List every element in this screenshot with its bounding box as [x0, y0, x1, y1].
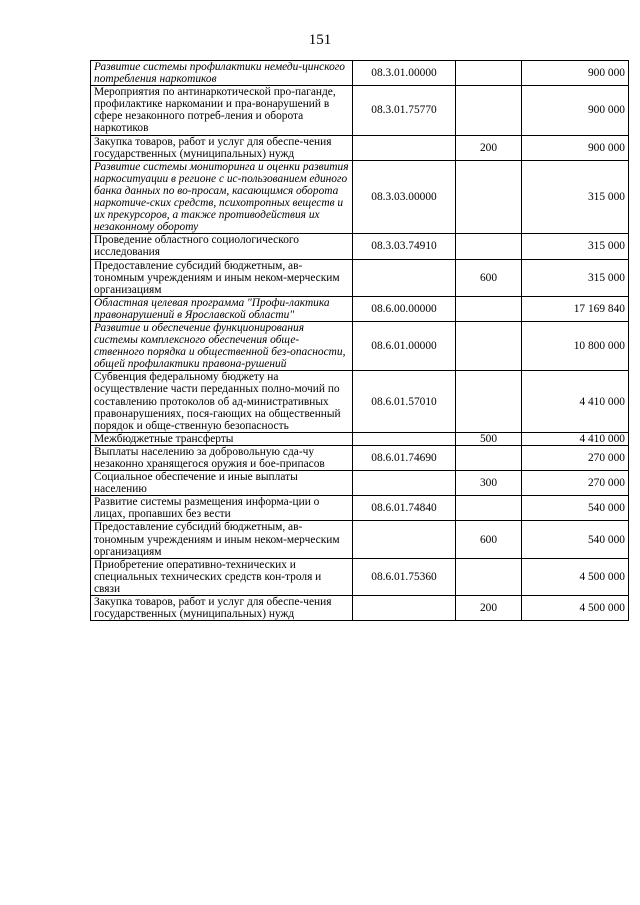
row-code-cell	[353, 596, 456, 621]
row-name-cell: Областная целевая программа "Профи-лактика правонарушений в Ярославской области"	[91, 296, 353, 321]
row-code-cell	[353, 471, 456, 496]
row-code-cell	[353, 521, 456, 558]
row-name-cell: Субвенция федеральному бюджету на осуществление части переданных полно-мочий по составлению протоколов об ад-министративных правонарушениях, пося-гающих на общественный порядок и обще-ственную безопасность	[91, 371, 353, 432]
table-row	[91, 296, 629, 321]
budget-table	[90, 60, 629, 621]
row-code-cell: 08.6.01.74690	[353, 445, 456, 470]
row-name-cell: Развитие системы профилактики немеди-цинского потребления наркотиков	[91, 61, 353, 86]
row-code-cell	[353, 259, 456, 296]
table-row	[91, 321, 629, 370]
row-name-cell: Развитие системы размещения информа-ции о лицах, пропавших без вести	[91, 496, 353, 521]
table-row	[91, 445, 629, 470]
table-row	[91, 160, 629, 234]
row-expense-type-cell	[456, 371, 522, 432]
table-row	[91, 558, 629, 595]
table-row	[91, 135, 629, 160]
row-expense-type-cell	[456, 296, 522, 321]
row-expense-type-cell	[456, 558, 522, 595]
row-sum-cell: 315 000	[522, 234, 629, 259]
table-row	[91, 61, 629, 86]
row-expense-type-cell	[456, 445, 522, 470]
row-code-cell: 08.3.01.75770	[353, 86, 456, 135]
table-row	[91, 234, 629, 259]
page-number: 151	[308, 32, 332, 48]
table-row	[91, 259, 629, 296]
row-sum-cell: 540 000	[522, 496, 629, 521]
table-row	[91, 471, 629, 496]
row-sum-cell: 10 800 000	[522, 321, 629, 370]
row-code-cell	[353, 432, 456, 445]
row-name-cell: Закупка товаров, работ и услуг для обеспе-чения государственных (муниципальных) нужд	[91, 135, 353, 160]
row-code-cell: 08.3.01.00000	[353, 61, 456, 86]
row-expense-type-cell: 600	[456, 259, 522, 296]
row-name-cell: Социальное обеспечение и иные выплаты населению	[91, 471, 353, 496]
row-expense-type-cell	[456, 321, 522, 370]
row-expense-type-cell: 200	[456, 135, 522, 160]
table-row	[91, 371, 629, 432]
row-sum-cell: 4 410 000	[522, 432, 629, 445]
row-sum-cell: 900 000	[522, 135, 629, 160]
row-expense-type-cell	[456, 234, 522, 259]
row-expense-type-cell	[456, 61, 522, 86]
row-code-cell: 08.6.01.74840	[353, 496, 456, 521]
row-sum-cell: 4 410 000	[522, 371, 629, 432]
row-sum-cell: 540 000	[522, 521, 629, 558]
row-sum-cell: 270 000	[522, 471, 629, 496]
row-expense-type-cell: 300	[456, 471, 522, 496]
row-expense-type-cell	[456, 160, 522, 234]
row-sum-cell: 4 500 000	[522, 558, 629, 595]
row-name-cell: Приобретение оперативно-технических и специальных технических средств кон-троля и связи	[91, 558, 353, 595]
row-sum-cell: 900 000	[522, 86, 629, 135]
table-row	[91, 496, 629, 521]
row-expense-type-cell: 200	[456, 596, 522, 621]
row-sum-cell: 4 500 000	[522, 596, 629, 621]
row-code-cell: 08.6.01.00000	[353, 321, 456, 370]
row-sum-cell: 900 000	[522, 61, 629, 86]
row-sum-cell: 315 000	[522, 259, 629, 296]
row-code-cell: 08.6.01.57010	[353, 371, 456, 432]
table-row	[91, 86, 629, 135]
row-name-cell: Предоставление субсидий бюджетным, ав-тономным учреждениям и иным неком-мерческим организациям	[91, 521, 353, 558]
row-code-cell	[353, 135, 456, 160]
row-name-cell: Выплаты населению за добровольную сда-чу незаконно хранящегося оружия и бое-припасов	[91, 445, 353, 470]
row-code-cell: 08.3.03.74910	[353, 234, 456, 259]
row-name-cell: Развитие и обеспечение функционирования системы комплексного обеспечения обще-ственного порядка и общественной без-опасности, общей профилактики правона-рушений	[91, 321, 353, 370]
table-row	[91, 521, 629, 558]
row-name-cell: Межбюджетные трансферты	[91, 432, 353, 445]
row-code-cell: 08.6.01.75360	[353, 558, 456, 595]
budget-table-body	[91, 61, 629, 621]
row-name-cell: Развитие системы мониторинга и оценки развития наркоситуации в регионе с ис-пользованием единого банка данных по во-просам, касающимся оборота наркотиче-ских средств, психотропных веществ и их прекурсоров, а также противодействия их незаконному обороту	[91, 160, 353, 234]
table-row	[91, 596, 629, 621]
row-sum-cell: 270 000	[522, 445, 629, 470]
row-expense-type-cell: 500	[456, 432, 522, 445]
row-name-cell: Закупка товаров, работ и услуг для обеспе-чения государственных (муниципальных) нужд	[91, 596, 353, 621]
row-code-cell: 08.3.03.00000	[353, 160, 456, 234]
row-name-cell: Предоставление субсидий бюджетным, ав-тономным учреждениям и иным неком-мерческим организациям	[91, 259, 353, 296]
row-name-cell: Мероприятия по антинаркотической про-паганде, профилактике наркомании и пра-вонарушений в сфере незаконного потреб-ления и оборота наркотиков	[91, 86, 353, 135]
row-expense-type-cell	[456, 496, 522, 521]
row-code-cell: 08.6.00.00000	[353, 296, 456, 321]
row-expense-type-cell: 600	[456, 521, 522, 558]
row-expense-type-cell	[456, 86, 522, 135]
row-sum-cell: 315 000	[522, 160, 629, 234]
row-name-cell: Проведение областного социологического исследования	[91, 234, 353, 259]
table-row	[91, 432, 629, 445]
row-sum-cell: 17 169 840	[522, 296, 629, 321]
